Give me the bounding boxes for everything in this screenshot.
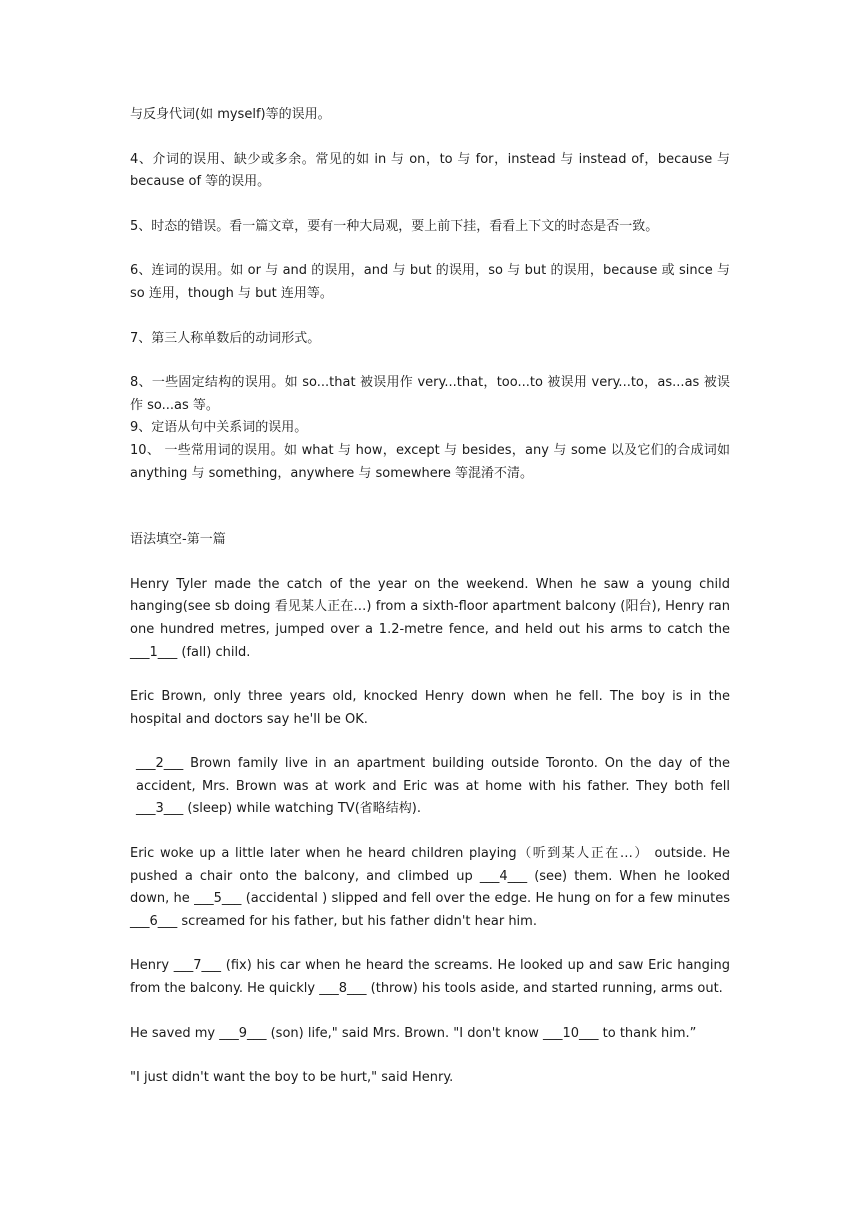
passage-paragraph-2: Eric Brown, only three years old, knocked Henry down when he fell. The boy is in the hospital and doctors say he'll be OK. bbox=[130, 689, 730, 727]
passage-paragraph-4: Eric woke up a little later when he heard children playing（听到某人正在…） outside. He pushed a chair onto the balcony, and climbed up ___4___ (see) them. When he looked down, he ___5___ (accidental ) slipped and fell over the edge. He hung on for a few minutes ___6___ screamed for his father, but his father didn't hear him. bbox=[130, 846, 730, 929]
rule-6: 6、连词的误用。如 or 与 and 的误用，and 与 but 的误用，so 与 but 的误用，because 或 since 与 so 连用，though 与 but 连用等。 bbox=[130, 263, 730, 301]
passage-paragraph-5: Henry ___7___ (fix) his car when he heard the screams. He looked up and saw Eric hanging from the balcony. He quickly ___8___ (throw) his tools aside, and started running, arms out. bbox=[130, 958, 730, 997]
rule-4: 4、介词的误用、缺少或多余。常见的如 in 与 on，to 与 for，instead 与 instead of，because 与 because of 等的误用。 bbox=[130, 151, 730, 190]
rule-8: 8、一些固定结构的误用。如 so...that 被误用作 very...that，too...to 被误用 very...to，as...as 被误作 so...as 等。 bbox=[130, 375, 730, 413]
rule-10: 10、 一些常用词的误用。如 what 与 how，except 与 besides，any 与 some 以及它们的合成词如 anything 与 something，anywhere 与 somewhere 等混淆不清。 bbox=[130, 442, 730, 481]
rule-7: 7、第三人称单数后的动词形式。 bbox=[130, 330, 321, 346]
section-title: 语法填空-第一篇 bbox=[130, 532, 226, 548]
rule-9: 9、定语从句中关系词的误用。 bbox=[130, 420, 308, 436]
document-page bbox=[130, 104, 730, 1090]
passage-paragraph-1: Henry Tyler made the catch of the year on the weekend. When he saw a young child hanging(see sb doing 看见某人正在…) from a sixth-floor apartment balcony (阳台), Henry ran one hundred metres, jumped over a 1.2-metre fence, and held out his arms to catch the ___1___ (fall) child. bbox=[130, 576, 730, 660]
passage-paragraph-6: He saved my ___9___ (son) life," said Mrs. Brown. "I don't know ___10___ to thank him.” bbox=[130, 1025, 697, 1041]
rule-intro-tail: 与反身代词(如 myself)等的误用。 bbox=[130, 107, 331, 122]
rule-5: 5、时态的错误。看一篇文章，要有一种大局观，要上前下挂，看看上下文的时态是否一致。 bbox=[130, 218, 659, 234]
passage-paragraph-7: "I just didn't want the boy to be hurt," said Henry. bbox=[130, 1070, 454, 1086]
passage-paragraph-3: ___2___ Brown family live in an apartment building outside Toronto. On the day of the accident, Mrs. Brown was at work and Eric was at home with his father. They both fell ___3___ (sleep) while watching TV(省略结构). bbox=[136, 756, 730, 817]
